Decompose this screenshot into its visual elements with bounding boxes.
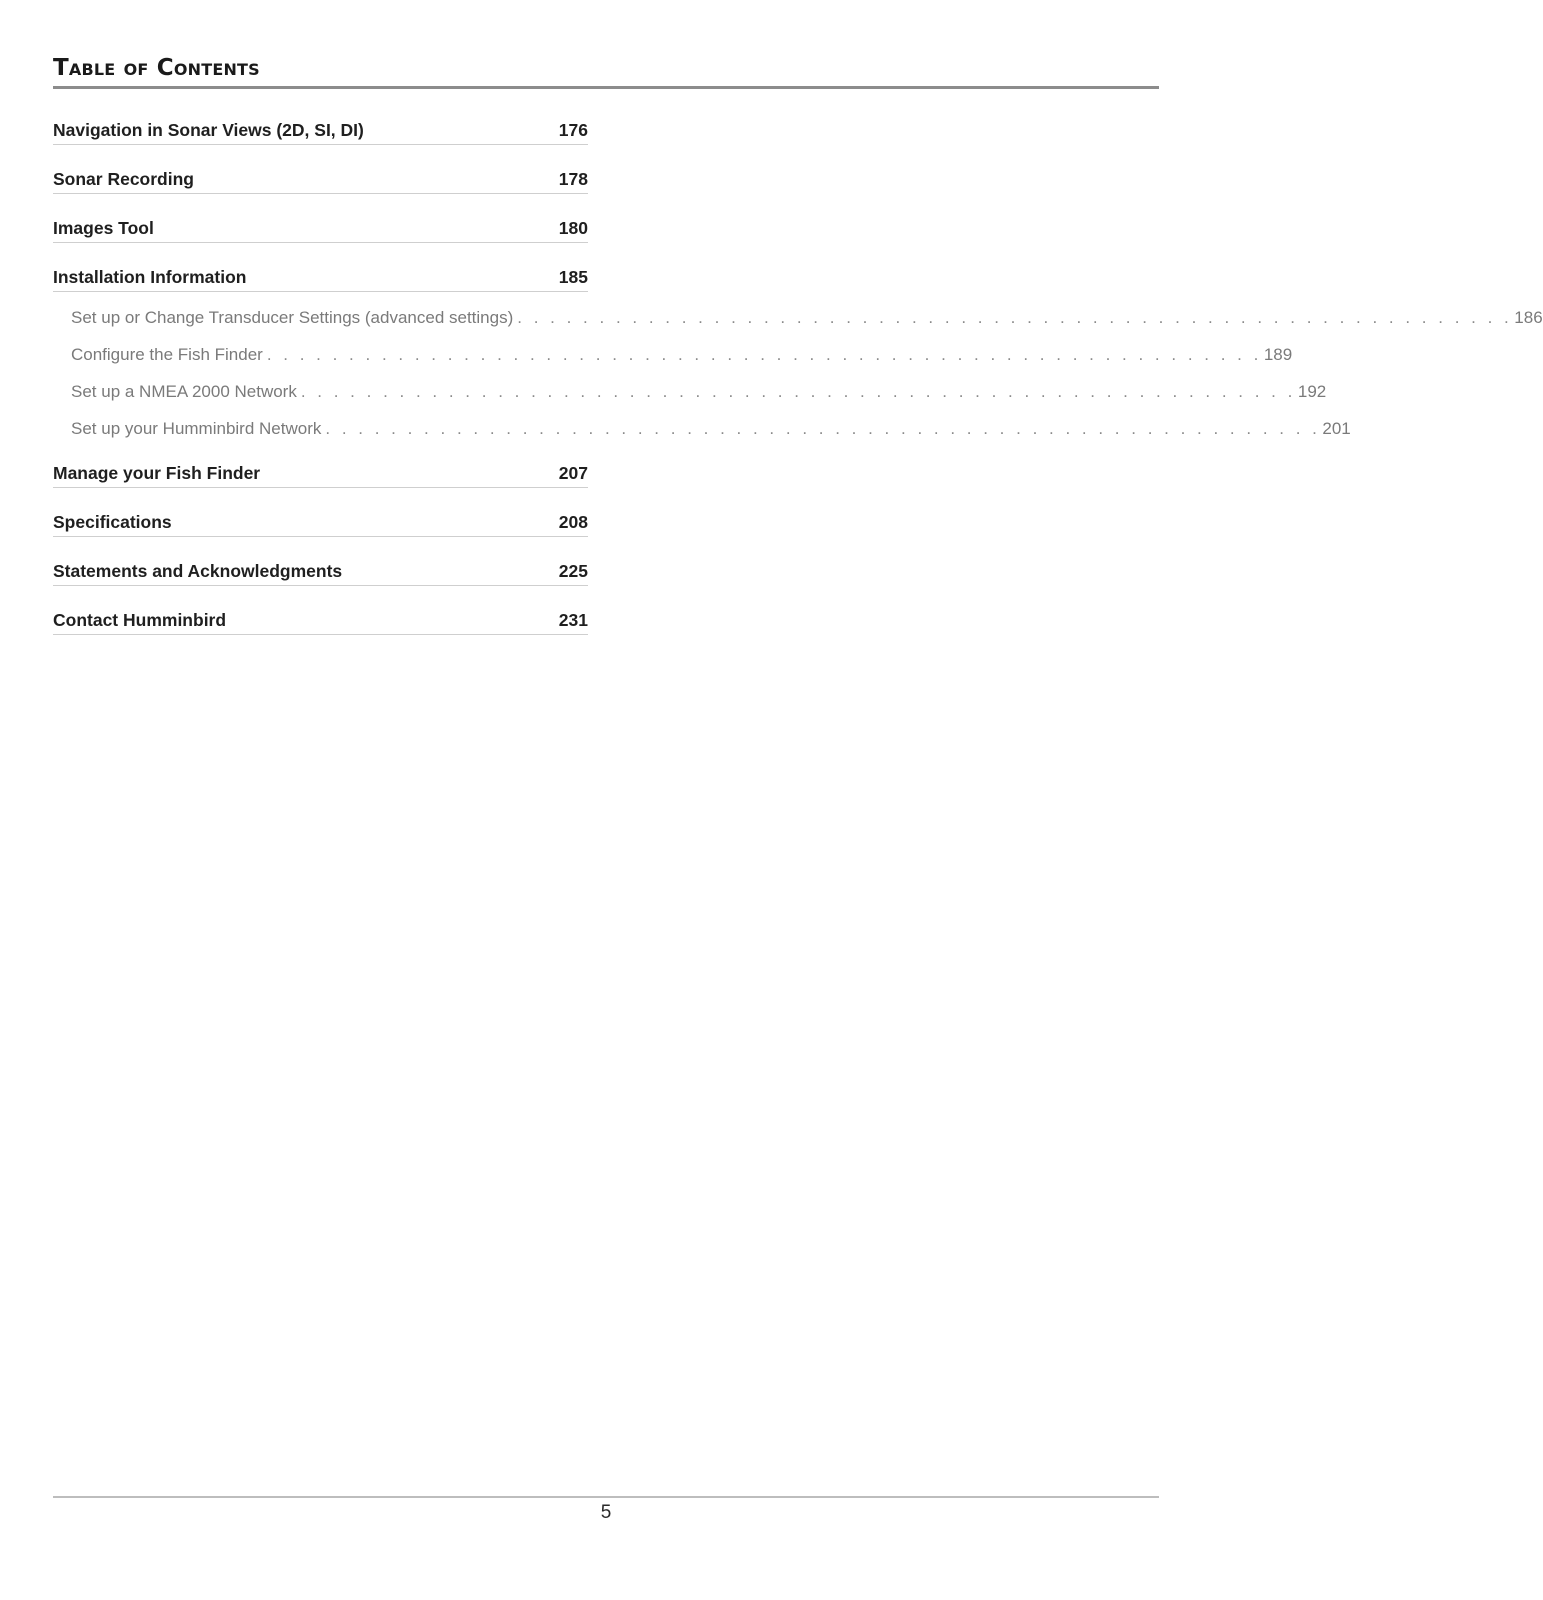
footer-rule — [53, 1496, 1159, 1498]
toc-subentry-humminbird-network[interactable] — [71, 413, 1351, 439]
toc-entry-label: Statements and Acknowledgments — [53, 561, 343, 581]
toc-entry-page: 207 — [558, 463, 588, 483]
toc-entry-page: 208 — [558, 512, 588, 532]
page-title: Table of Contents — [53, 55, 260, 81]
toc-entry-label: Images Tool — [53, 218, 154, 238]
toc-entry-sonar-recording[interactable] — [53, 167, 588, 194]
dot-leader: . . . . . . . . . . . . . . . . . . . . . . . . . . . . . . . . . . . . . . . . . . . . . . . . . . . . . . . . . . . . . — [517, 308, 1513, 327]
toc-entry-installation-information[interactable] — [53, 265, 588, 292]
toc-entry-specifications[interactable] — [53, 510, 588, 537]
toc-subentry-label: Set up a NMEA 2000 Network — [71, 382, 297, 401]
toc-entry-label: Manage your Fish Finder — [53, 463, 261, 483]
toc-subentry-page: 189 — [1263, 345, 1293, 364]
toc-entry-page: 225 — [558, 561, 588, 581]
dot-leader: . . . . . . . . . . . . . . . . . . . . . . . . . . . . . . . . . . . . . . . . . . . . . . . . . . . . . . . . . . . . . — [266, 345, 1262, 364]
toc-entry-label: Contact Humminbird — [53, 610, 227, 630]
dot-leader: . . . . . . . . . . . . . . . . . . . . . . . . . . . . . . . . . . . . . . . . . . . . . . . . . . . . . . . . . . . . . — [300, 382, 1296, 401]
toc-entry-statements-acknowledgments[interactable] — [53, 559, 588, 586]
toc-entry-page: 178 — [558, 169, 588, 189]
toc-entry-label: Navigation in Sonar Views (2D, SI, DI) — [53, 120, 364, 140]
toc-entry-manage-fish-finder[interactable] — [53, 461, 588, 488]
toc-entry-label: Specifications — [53, 512, 172, 532]
toc-subentry-page: 192 — [1297, 382, 1327, 401]
toc-subentry-transducer-settings[interactable] — [71, 302, 1543, 328]
page-number: 5 — [600, 1502, 612, 1523]
toc-entry-label: Sonar Recording — [53, 169, 194, 189]
toc-subentry-configure-fish-finder[interactable] — [71, 339, 1293, 365]
toc-entry-label: Installation Information — [53, 267, 247, 287]
toc-entry-contact-humminbird[interactable] — [53, 608, 588, 635]
toc-entry-images-tool[interactable] — [53, 216, 588, 243]
toc-subentry-label: Set up your Humminbird Network — [71, 419, 322, 438]
toc-subentry-nmea-2000-network[interactable] — [71, 376, 1327, 402]
toc-entry-page: 185 — [558, 267, 588, 287]
toc-entry-page: 180 — [558, 218, 588, 238]
toc-subentry-page: 201 — [1322, 419, 1351, 438]
toc-subentry-label: Set up or Change Transducer Settings (advanced settings) — [71, 308, 514, 327]
toc-subentry-label: Configure the Fish Finder — [71, 345, 263, 364]
toc-entry-page: 176 — [558, 120, 588, 140]
toc-entry-page: 231 — [558, 610, 588, 630]
title-rule — [53, 86, 1159, 89]
toc-subentry-page: 186 — [1514, 308, 1543, 327]
toc-entry-navigation[interactable] — [53, 118, 588, 145]
dot-leader: . . . . . . . . . . . . . . . . . . . . . . . . . . . . . . . . . . . . . . . . . . . . . . . . . . . . . . . . . . . . . — [325, 419, 1321, 438]
